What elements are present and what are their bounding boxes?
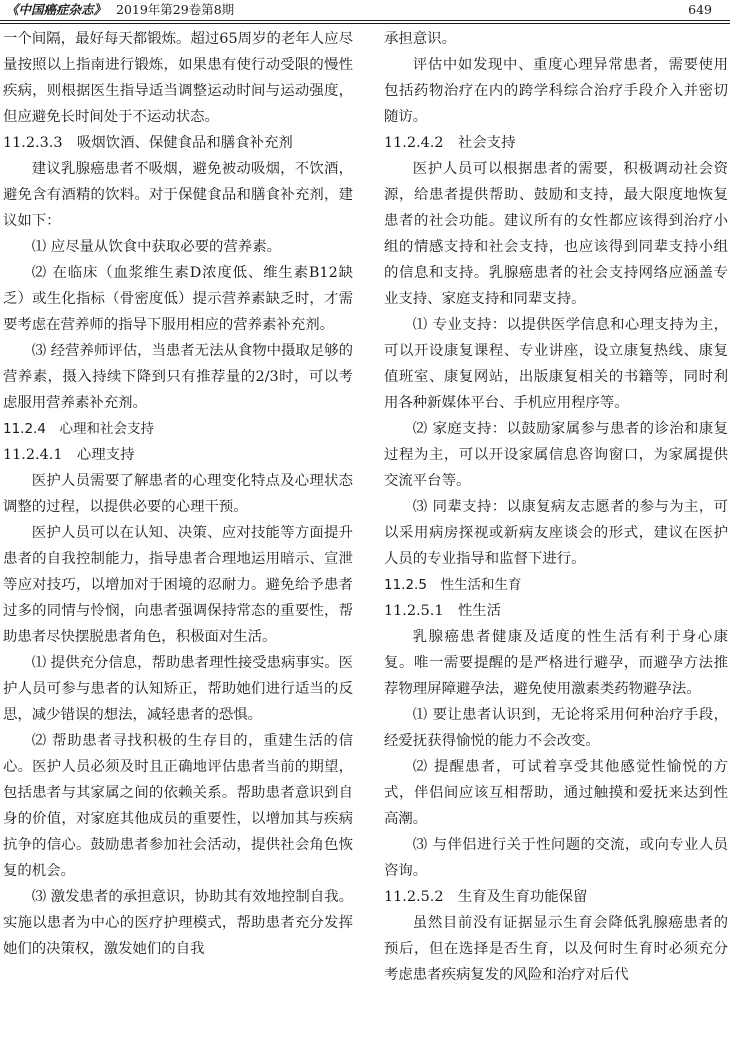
- header-rule-top: [0, 20, 730, 21]
- list-item: ⑵ 家庭支持：以鼓励家属参与患者的诊治和康复过程为主，可以开设家属信息咨询窗口，为家属提供交流平台等。: [384, 421, 728, 489]
- section-heading: 11.2.4.1 心理支持: [3, 447, 135, 463]
- list-item: ⑵ 帮助患者寻找积极的生存目的，重建生活的信心。医护人员必须及时且正确地评估患者当前的期望，包括患者与其家属之间的依赖关系。帮助患者意识到自身的价值，对家庭其他成员的重要性，以增加其与疾病抗争的信心。鼓励患者参加社会活动，提供社会角色恢复的机会。: [3, 733, 353, 879]
- paragraph: 一个间隔，最好每天都锻炼。超过65周岁的老年人应尽量按照以上指南进行锻炼，如果患有使行动受限的慢性疾病，则根据医生指导适当调整运动时间与运动强度，但应避免长时间处于不运动状态。: [3, 31, 353, 125]
- list-item: ⑴ 要让患者认识到，无论将采用何种治疗手段，经爱抚获得愉悦的能力不会改变。: [384, 707, 728, 749]
- paragraph: 承担意识。: [384, 31, 456, 47]
- section-heading: 11.2.4.2 社会支持: [384, 135, 516, 151]
- section-heading: 11.2.5.2 生育及生育功能保留: [384, 889, 588, 905]
- list-item: ⑶ 经营养师评估，当患者无法从食物中摄取足够的营养素，摄入持续下降到只有推荐量的2/3时，可以考虑服用营养素补充剂。: [3, 343, 353, 411]
- section-heading: 11.2.3.3 吸烟饮酒、保健食品和膳食补充剂: [3, 135, 293, 151]
- paragraph: 乳腺癌患者健康及适度的性生活有利于身心康复。唯一需要提醒的是严格进行避孕，而避孕方法推荐物理屏障避孕法，避免使用激素类药物避孕法。: [384, 629, 728, 697]
- paragraph: 虽然目前没有证据显示生育会降低乳腺癌患者的预后，但在选择是否生育，以及何时生育时必须充分考虑患者疾病复发的风险和治疗对后代: [384, 915, 728, 983]
- paragraph: 评估中如发现中、重度心理异常患者，需要使用包括药物治疗在内的跨学科综合治疗手段介入并密切随访。: [384, 57, 728, 125]
- header-rule-bottom: [0, 23, 730, 24]
- list-item: ⑵ 提醒患者，可试着享受其他感觉性愉悦的方式，伴侣间应该互相帮助，通过触摸和爱抚来达到性高潮。: [384, 759, 728, 827]
- page-number: 649: [688, 2, 712, 17]
- list-item: ⑴ 专业支持：以提供医学信息和心理支持为主，可以开设康复课程、专业讲座，设立康复热线、康复值班室、康复网站，出版康复相关的书籍等，同时利用各种新媒体平台、手机应用程序等。: [384, 317, 728, 411]
- paragraph: 医护人员需要了解患者的心理变化特点及心理状态调整的过程，以提供必要的心理干预。: [3, 473, 353, 515]
- list-item: ⑴ 应尽量从饮食中获取必要的营养素。: [31, 239, 282, 255]
- section-heading: 11.2.5.1 性生活: [384, 603, 502, 619]
- list-item: ⑶ 与伴侣进行关于性问题的交流，或向专业人员咨询。: [384, 837, 728, 879]
- list-item: ⑶ 激发患者的承担意识，协助其有效地控制自我。实施以患者为中心的医疗护理模式，帮助患者充分发挥她们的决策权，激发她们的自我: [3, 889, 353, 957]
- left-column: [3, 26, 353, 962]
- list-item: ⑶ 同辈支持：以康复病友志愿者的参与为主，可以采用病房探视或新病友座谈会的形式，建议在医护人员的专业指导和监督下进行。: [384, 499, 728, 567]
- running-header: [0, 0, 730, 20]
- journal-title: 《中国癌症杂志》: [6, 2, 107, 17]
- right-column: [384, 26, 728, 988]
- paragraph: 建议乳腺癌患者不吸烟，避免被动吸烟，不饮酒，避免含有酒精的饮料。对于保健食品和膳食补充剂，建议如下：: [3, 161, 353, 229]
- paragraph: 医护人员可以在认知、决策、应对技能等方面提升患者的自我控制能力，指导患者合理地运用暗示、宣泄等应对技巧，以增加对于困境的忍耐力。避免给予患者过多的同情与怜悯，向患者强调保持常态的重要性，帮助患者尽快摆脱患者角色，积极面对生活。: [3, 525, 353, 645]
- section-heading: 11.2.4 心理和社会支持: [3, 421, 154, 437]
- paragraph: 医护人员可以根据患者的需要，积极调动社会资源，给患者提供帮助、鼓励和支持，最大限度地恢复患者的社会功能。建议所有的女性都应该得到治疗小组的情感支持和社会支持，也应该得到同辈支持小组的信息和支持。乳腺癌患者的社会支持网络应涵盖专业支持、家庭支持和同辈支持。: [384, 161, 728, 307]
- list-item: ⑵ 在临床（血浆维生素D浓度低、维生素B12缺乏）或生化指标（骨密度低）提示营养素缺乏时，才需要考虑在营养师的指导下服用相应的营养素补充剂。: [3, 265, 353, 333]
- issue-info: 2019年第29卷第8期: [116, 2, 235, 17]
- section-heading: 11.2.5 性生活和生育: [384, 577, 522, 593]
- list-item: ⑴ 提供充分信息，帮助患者理性接受患病事实。医护人员可参与患者的认知矫正，帮助她们进行适当的反思，减少错误的想法，减轻患者的恐惧。: [3, 655, 353, 723]
